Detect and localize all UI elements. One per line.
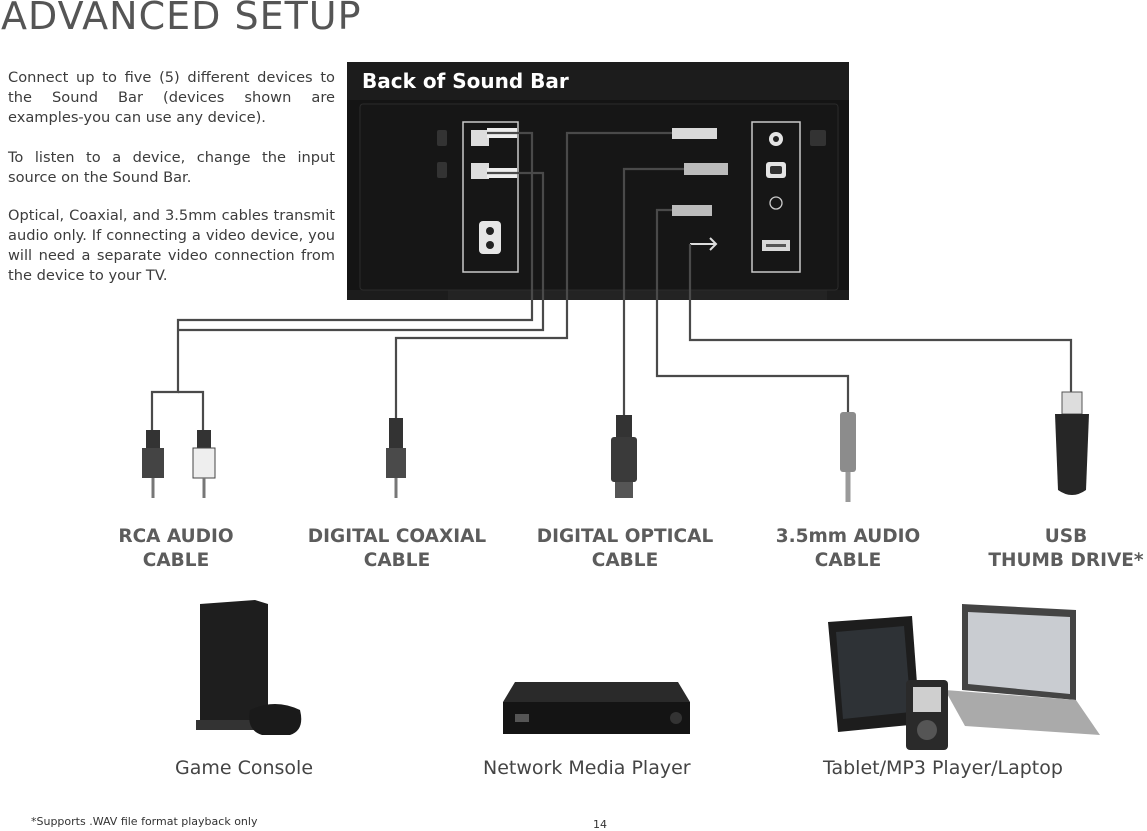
audio-35mm-connector (840, 412, 856, 502)
cable-label-35mm (766, 525, 930, 573)
cable-label-line-1: USB (1044, 526, 1088, 547)
cable-label-coaxial (298, 525, 496, 573)
cable-label-line-2: CABLE (363, 550, 431, 571)
sound-bar-panel-label: Back of Sound Bar (362, 69, 569, 93)
coaxial-connector (386, 418, 406, 498)
footnote: *Supports .WAV file format playback only (31, 815, 258, 828)
optical-connector (611, 415, 637, 498)
page-title: ADVANCED SETUP (1, 0, 362, 38)
game-console-icon (196, 600, 301, 735)
cable-label-line-1: 3.5mm AUDIO (775, 526, 921, 547)
cable-label-rca (108, 525, 244, 573)
intro-paragraph-1: Connect up to five (5) different devices to the Sound Bar (devices shown are examples-you can use any device). (8, 69, 335, 126)
cable-label-usb (985, 525, 1147, 573)
usb-thumb-drive (1055, 392, 1089, 495)
device-label-game-console: Game Console (175, 757, 314, 779)
intro-paragraph-2: To listen to a device, change the input source on the Sound Bar. (8, 149, 335, 186)
sound-bar-back-panel (347, 62, 849, 300)
cable-label-line-2: THUMB DRIVE* (988, 550, 1144, 571)
cable-label-line-1: DIGITAL COAXIAL (307, 526, 487, 547)
page-number: 14 (593, 818, 607, 831)
cable-label-line-2: CABLE (142, 550, 210, 571)
rca-connectors (142, 430, 215, 498)
network-media-player-icon (503, 682, 690, 734)
tablet-mp3-laptop-icon (828, 604, 1100, 750)
cable-label-line-1: DIGITAL OPTICAL (536, 526, 714, 547)
cable-label-line-2: CABLE (591, 550, 659, 571)
cable-label-line-2: CABLE (814, 550, 882, 571)
intro-paragraph-3: Optical, Coaxial, and 3.5mm cables transmit audio only. If connecting a video device, you will need a separate video connection from the device to your TV. (8, 207, 335, 284)
cable-label-line-1: RCA AUDIO (118, 526, 234, 547)
cable-label-optical (528, 525, 722, 573)
device-label-tablet-mp3-laptop: Tablet/MP3 Player/Laptop (823, 757, 1063, 779)
device-label-network-media-player: Network Media Player (483, 757, 691, 779)
